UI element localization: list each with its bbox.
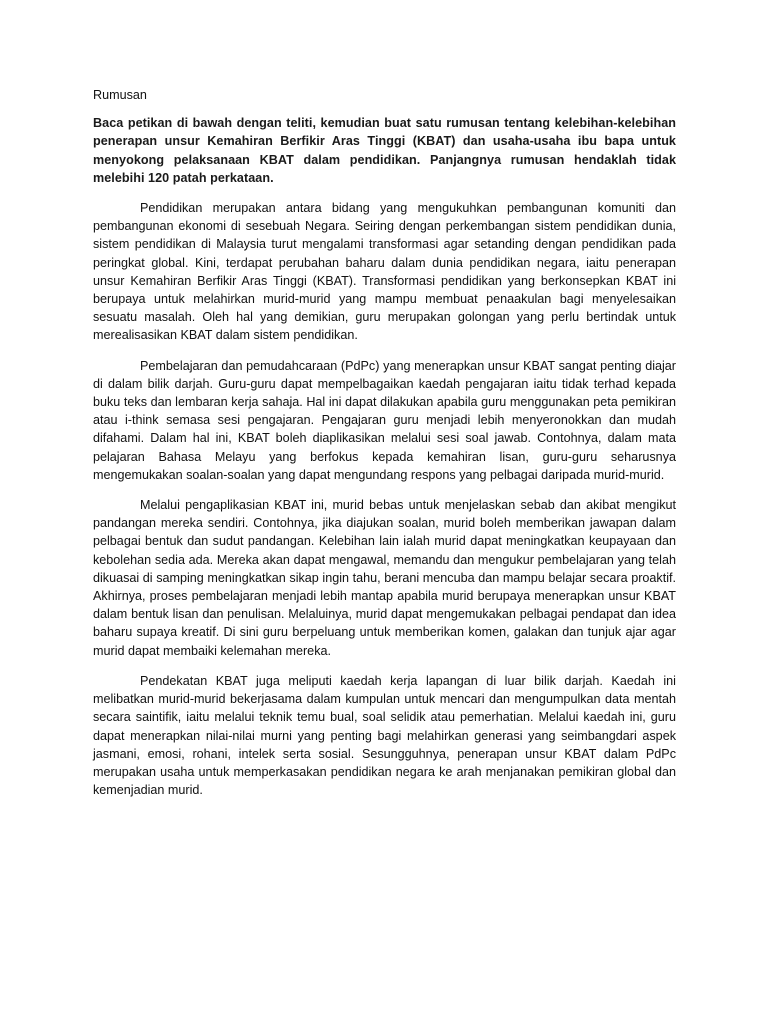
body-paragraph-2: Pembelajaran dan pemudahcaraan (PdPc) yang menerapkan unsur KBAT sangat penting diajar di dalam bilik darjah. Guru-guru dapat mempelbagaikan kaedah pengajaran iaitu tidak terhad kepada buku teks dan lembaran kerja sahaja. Hal ini dapat dilakukan apabila guru menggunakan peta pemikiran atau i-think semasa sesi pengajaran. Pengajaran guru menjadi lebih menyeronokkan dan mudah difahami. Dalam hal ini, KBAT boleh diaplikasikan melalui sesi soal jawab. Contohnya, dalam mata pelajaran Bahasa Melayu yang berfokus kepada kemahiran lisan, guru-guru seharusnya mengemukakan soalan-soalan yang dapat mengundang respons yang pelbagai daripada murid-murid. <box>93 358 676 482</box>
body-paragraph-4: Pendekatan KBAT juga meliputi kaedah kerja lapangan di luar bilik darjah. Kaedah ini melibatkan murid-murid bekerjasama dalam kumpulan untuk mencari dan mengumpulkan data mentah secara saintifik, iaitu melalui teknik temu bual, soal selidik atau pemerhatian. Melalui kaedah ini, guru dapat menerapkan nilai-nilai murni yang penting bagi melahirkan generasi yang seimbangdari aspek jasmani, emosi, rohani, intelek serta sosial. Sesungguhnya, penerapan unsur KBAT dalam PdPc merupakan usaha untuk memperkasakan pendidikan negara ke arah menjanakan pemikiran global dan kemenjadian murid. <box>93 673 676 798</box>
body-paragraph-1: Pendidikan merupakan antara bidang yang mengukuhkan pembangunan komuniti dan pembangunan ekonomi di sesebuah Negara. Seiring dengan perkembangan sistem pendidikan dunia, sistem pendidikan di Malaysia turut mengalami transformasi agar setanding dengan pendidikan pada peringkat global. Kini, terdapat perubahan baharu dalam dunia pendidikan negara, iaitu penerapan unsur Kemahiran Berfikir Aras Tinggi (KBAT). Transformasi pendidikan yang berkonsepkan KBAT ini berupaya untuk melahirkan murid-murid yang mampu membuat penaakulan bagi menyelesaikan sesuatu masalah. Oleh hal yang demikian, guru merupakan golongan yang perlu bertindak untuk merealisasikan KBAT dalam sistem pendidikan. <box>93 201 676 343</box>
document-page <box>93 86 676 811</box>
body-paragraph-3: Melalui pengaplikasian KBAT ini, murid bebas untuk menjelaskan sebab dan akibat mengikut pandangan mereka sendiri. Contohnya, jika diajukan soalan, murid boleh memberikan jawapan dalam pelbagai bentuk dan sudut pandangan. Kelebihan lain ialah murid dapat meningkatkan keupayaan dan kebolehan sedia ada. Mereka akan dapat mengawal, memandu dan mengukur pembelajaran yang telah dikuasai di samping meningkatkan sikap ingin tahu, berani mencuba dan mampu belajar secara proaktif. Akhirnya, proses pembelajaran menjadi lebih mantap apabila murid berupaya menerapkan unsur KBAT dalam bentuk lisan dan penulisan. Melaluinya, murid dapat mengemukakan pelbagai pendapat dan idea baharu supaya kreatif. Di sini guru berpeluang untuk memberikan komen, galakan dan tunjuk ajar agar murid dapat membaiki kelemahan mereka. <box>93 498 676 658</box>
page-title: Rumusan <box>93 88 147 102</box>
instruction-paragraph: Baca petikan di bawah dengan teliti, kemudian buat satu rumusan tentang kelebihan-kelebihan penerapan unsur Kemahiran Berfikir Aras Tinggi (KBAT) dan usaha-usaha ibu bapa untuk menyokong pelaksanaan KBAT dalam pendidikan. Panjangnya rumusan hendaklah tidak melebihi 120 patah perkataan. <box>93 116 676 185</box>
